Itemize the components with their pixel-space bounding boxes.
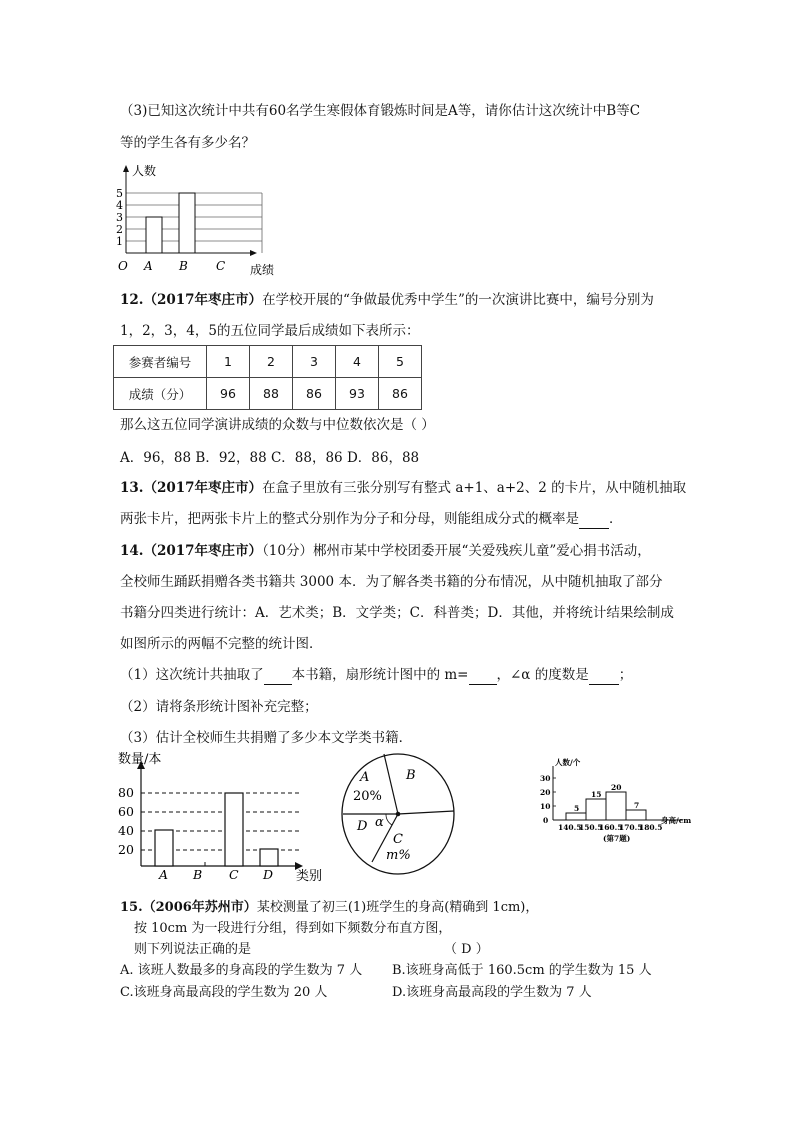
chart-2-bar-chart [115,748,330,883]
q13-line2-text: 两张卡片，把两张卡片上的整式分别作为分子和分母，则能组成分式的概率是 [120,511,579,527]
q13-line1-text: 在盒子里放有三张分别写有整式 a+1、a+2、2 的卡片，从中随机抽取 [262,480,687,496]
table-id-3: 3 [293,346,336,378]
chart-1-ytick-4: 4 [116,199,123,212]
hist-caption: (第7题) [603,834,631,843]
table-score-5: 86 [379,378,422,410]
q14-source: 14.（2017年枣庄市） [120,543,263,559]
q14-sub1-c: ，∠α 的度数是 [496,667,589,683]
q14-sub1-a: （1）这次统计共抽取了 [120,667,264,683]
chart-1-bar-a [146,217,162,253]
chart-2-ytick-80: 80 [118,785,134,800]
q11-part3-line2: 等的学生各有多少名？ [120,135,255,151]
q14-sub1 [120,666,632,685]
chart-2-ytick-20: 20 [118,842,134,857]
table-score-3: 86 [293,378,336,410]
q15-option-c: C.该班身高最高段的学生数为 20 人 [120,985,328,1000]
hist-bar-4 [626,810,646,820]
pie-label-c: C [393,832,403,847]
hist-xtick-3: 160.5 [599,823,623,832]
table-row [114,346,422,378]
hist-xtick-2: 150.5 [579,823,603,832]
table-id-2: 2 [250,346,293,378]
table-score-1: 96 [207,378,250,410]
chart-1-x-arrow [250,250,257,256]
chart-2-bar-d [260,849,278,866]
pie-value-c: m% [386,848,411,863]
chart-2-ytick-60: 60 [118,804,134,819]
q13-line2-end: ． [609,511,623,527]
answer-blank [264,666,292,685]
q15-source: 15.（2006年苏州市） [120,900,257,915]
answer-blank [579,510,609,529]
table-row-label: 成绩（分） [114,378,207,410]
q14-line1 [120,542,651,560]
q14-sub1-b: 本书籍，扇形统计图中的 m= [291,667,469,683]
chart-1-bar-b [179,193,195,253]
q12-line2: 1，2，3，4，5的五位同学最后成绩如下表所示： [120,323,420,339]
q11-part3-line1: （3)已知这次统计中共有60名学生寒假体育锻炼时间是A等，请你估计这次统计中B等C [120,103,641,119]
pie-value-a: 20% [353,789,382,804]
hist-bar-1 [566,813,586,820]
hist-xtick-4: 170.5 [619,823,643,832]
chart-1-xtick-c: C [216,259,226,273]
chart-2-xtick-c: C [229,867,239,882]
chart-1-ytick-2: 2 [116,223,123,236]
q12-source: 12.（2017年枣庄市） [120,292,263,308]
chart-2-bar-a [155,830,173,866]
hist-value-1: 5 [574,804,580,813]
table-row [114,378,422,410]
chart-2-bar-c [225,793,243,866]
table-header-label: 参赛者编号 [114,346,207,378]
chart-1-ylabel: 人数 [132,164,157,178]
answer-blank [469,666,497,685]
q15-answer: （ D ） [444,942,489,957]
q15-line3: 则下列说法正确的是 [134,942,252,957]
answer-blank [589,666,619,685]
q12-line1-text: 在学校开展的“争做最优秀中学生”的一次演讲比赛中，编号分别为 [262,292,654,308]
hist-bar-2 [586,799,606,820]
table-id-1: 1 [207,346,250,378]
q14-sub3: （3）估计全校师生共捐赠了多少本文学类书籍． [120,730,413,746]
chart-2-xlabel: 类别 [296,869,323,884]
chart-2-xtick-d: D [263,867,274,882]
chart-1-ytick-5: 5 [116,187,123,200]
q13-line2 [120,510,623,529]
pie-label-d: D [357,819,368,834]
q15-option-a: A. 该班人数最多的身高段的学生数为 7 人 [120,963,363,978]
pie-label-a: A [360,770,370,785]
q14-line1-text: （10分）郴州市某中学校团委开展“关爱残疾儿童”爱心捐书活动， [262,543,651,559]
q14-line3: 书籍分四类进行统计：A．艺术类；B．文学类；C．科普类；D．其他，并将统计结果绘制成 [120,605,674,621]
chart-1-xlabel: 成绩 [250,263,275,277]
hist-ytick-20: 20 [540,788,551,797]
q14-line2: 全校师生踊跃捐赠各类书籍共 3000 本．为了解各类书籍的分布情况，从中随机抽取了部分 [120,574,663,590]
chart-1-bar-chart [112,163,282,275]
q15-line1 [120,899,538,917]
q12-score-table [113,345,422,410]
pie-angle-alpha: α [375,815,384,830]
q15-option-b: B.该班身高低于 160.5cm 的学生数为 15 人 [392,963,652,978]
hist-value-2: 15 [591,790,602,799]
hist-ytick-0: 0 [543,816,549,825]
pie-chart [340,753,460,877]
q12-options: A．96，88 B．92，88 C．88，86 D．86，88 [120,450,420,466]
hist-xtick-5: 180.5 [639,823,663,832]
chart-1-ytick-3: 3 [116,211,123,224]
chart-2-ytick-40: 40 [118,823,134,838]
q13-source: 13.（2017年枣庄市） [120,480,263,496]
q14-line4: 如图所示的两幅不完整的统计图． [120,636,323,652]
chart-2-xtick-a: A [159,867,169,882]
q15-line1-text: 某校测量了初三(1)班学生的身高(精确到 1cm)， [256,900,539,915]
hist-xlabel: 身高/cm [661,816,692,825]
chart-1-ytick-1: 1 [116,235,123,248]
hist-value-3: 20 [611,783,622,792]
table-id-4: 4 [336,346,379,378]
chart-1-origin: O [118,259,128,273]
chart-2-xtick-b: B [193,867,203,882]
table-score-4: 93 [336,378,379,410]
hist-value-4: 7 [634,801,640,810]
chart-1-xtick-b: B [179,259,188,273]
height-histogram [533,760,713,850]
table-id-5: 5 [379,346,422,378]
chart-2-ylabel: 数量/本 [118,752,162,767]
hist-ytick-10: 10 [540,802,551,811]
hist-bar-3 [606,792,626,820]
q14-sub2: （2）请将条形统计图补充完整； [120,699,318,715]
pie-label-b: B [406,768,416,783]
q14-sub1-d: ； [618,667,633,683]
pie-center-dot [396,812,401,817]
chart-1-y-arrow [123,165,129,172]
q15-line2: 按 10cm 为一段进行分组，得到如下频数分布直方图， [134,921,452,936]
q13-line1 [120,479,686,497]
hist-xtick-1: 140.5 [558,823,582,832]
hist-ytick-30: 30 [540,774,551,783]
q15-option-d: D.该班身高最高段的学生数为 7 人 [392,985,592,1000]
table-score-2: 88 [250,378,293,410]
hist-ylabel: 人数/个 [555,758,581,767]
q12-question: 那么这五位同学演讲成绩的众数与中位数依次是（ ） [120,417,435,433]
chart-1-xtick-a: A [144,259,153,273]
q12-line1 [120,291,654,309]
